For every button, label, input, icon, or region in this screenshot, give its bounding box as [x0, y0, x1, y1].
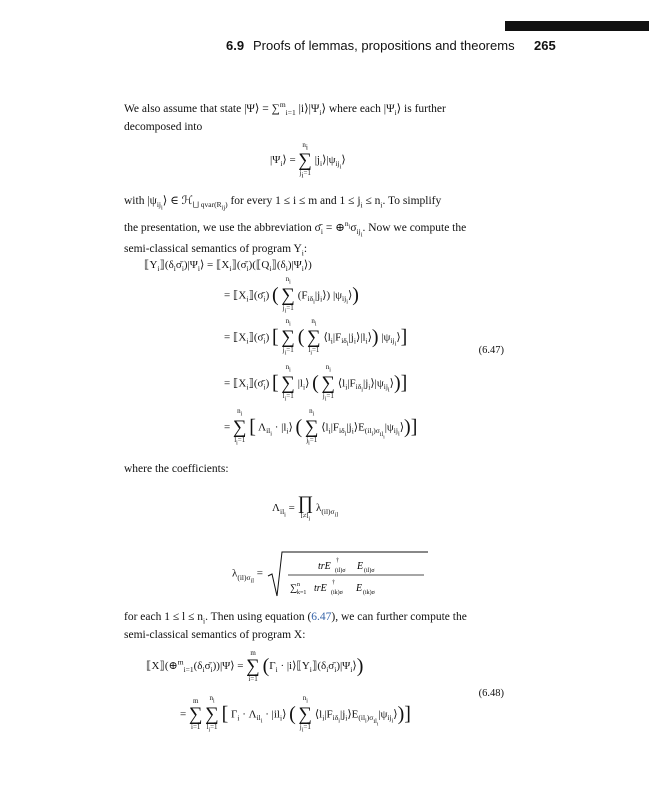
- paragraph-further: for each $1 \le l \le n_i$. Then using equation (6.47), we can further compute the semi-classical semantics of program X:: [124, 611, 467, 642]
- svg-text:(ik)σ: (ik)σ: [330, 590, 343, 596]
- svg-text:E: E: [355, 583, 362, 594]
- eq648-line1: $⟦X⟧(\oplus^m_{i=1}(\delta_i\sigmā_i))|\Psi⟩$ = m ∑ i=1 ($\Gamma_i$ · $|i⟩⟦Y_i⟧(\delta_i\sigmā_i)|\Psi_i⟩$): [146, 649, 364, 683]
- svg-text:trE: trE: [313, 583, 327, 594]
- paragraph-intro: We also assume that state |Ψ⟩ = ∑$^m_{i=1}$ $|i⟩|\Psi_i⟩$ where each $|\Psi_i⟩$ is further decomposed into: [124, 100, 446, 134]
- running-head: [0, 36, 649, 56]
- equation-number-647: (6.47): [478, 345, 504, 356]
- svg-text:†: †: [331, 580, 335, 586]
- paragraph-abbreviation: with $|\psi_{ij_i}⟩$ ∈ ℋ$_{⨆ qvar(R_{ij})}$ for every 1 ≤ i ≤ m and $1 \le j_i \le n_i$. To simplify the presentation, we use the abbreviation $\sigmā_i$ = $\oplus^{n_i}\sigma_{ij_i}$. Now we compute the semi-classical semantics of program $Y_i$:: [124, 195, 467, 258]
- eq648-line2: = m ∑ i=1 $n_i$ ∑ $l_i=1$ [ $\Gamma_i \cdot \Lambda_{il_i}$ · $|il_i⟩$ ( $n_i$ ∑ $j_i=1$ $⟨l_i|F_{i\delta_i}|j_i⟩E_{(il_i)\sigma_{il_i}}|\psi_{ij_i}⟩$)]: [180, 694, 411, 734]
- where-coefficients: where the coefficients:: [124, 463, 229, 475]
- page-number: 265: [534, 38, 556, 53]
- eq647-line1: $⟦Y_i⟧(\delta_i\sigmā_i)|\Psi_i⟩$ = $⟦X_i⟧(\sigmā_i)(⟦Q_i⟧(\delta_i)|\Psi_i⟩)$: [144, 259, 312, 274]
- svg-text:(il)σ: (il)σ: [363, 568, 375, 574]
- equation-lambda-product: $\Lambda_{il_i}$ = ∏ $l\ne l_i$ $\lambda_{(il)\sigma_{il}}$: [272, 493, 339, 523]
- svg-text:trE: trE: [317, 561, 331, 572]
- svg-text:k=1: k=1: [296, 590, 307, 596]
- equation-lambda-fraction: $\lambda_{(il)\sigma_{il}}$ = trE † (il)σ E (il)σ ∑ n k=1 trE † (ik)σ E (ik)σ: [232, 548, 430, 600]
- equation-reference-link[interactable]: 6.47: [311, 611, 332, 623]
- svg-text:(il)σ: (il)σ: [334, 568, 346, 574]
- equation-decomposition: $|\Psi_i⟩$ = $n_i$ ∑ $j_i=1$ $|j_i⟩|\psi_{ij_i}⟩$: [270, 141, 346, 180]
- svg-text:E: E: [356, 561, 363, 572]
- equation-number-648: (6.48): [478, 688, 504, 699]
- eq647-line4: = $⟦X_i⟧(\sigmā_i)$ [ $n_i$ ∑ $l_i=1$ $|l_i⟩$ ( $n_i$ ∑ $j_i=1$ $⟨l_i|F_{i\delta_i}|j_i⟩|\psi_{ij_i}⟩$)]: [224, 363, 408, 403]
- svg-text:†: †: [335, 558, 339, 564]
- header-bar: [505, 21, 649, 31]
- svg-text:n: n: [296, 582, 300, 588]
- svg-text:∑: ∑: [289, 583, 297, 594]
- section-number: 6.9: [226, 38, 245, 53]
- eq647-line2: = $⟦X_i⟧(\sigmā_i)$ ( $n_i$ ∑ $j_i=1$ $(F_{i\delta_i}|j_i⟩)$ $|\psi_{ij_i}⟩$): [224, 275, 359, 315]
- section-title: Proofs of lemmas, propositions and theorems: [253, 38, 515, 53]
- sqrt-fraction: [266, 548, 430, 600]
- eq647-line3: = $⟦X_i⟧(\sigmā_i)$ [ $n_i$ ∑ $j_i=1$ ( $n_i$ ∑ $l_i=1$ $⟨l_i|F_{i\delta_i}|j_i⟩|l_i⟩$) $|\psi_{ij_i}⟩$]: [224, 317, 408, 357]
- eq647-line5: = $n_i$ ∑ $l_i=1$ [ $\Lambda_{il_i}$ · $|l_i⟩$ ( $n_i$ ∑ $j_i=1$ $⟨l_i|F_{i\delta_i}|j_i⟩E_{(il_i)\sigma_{il_i}}|\psi_{ij_i}⟩$)]: [224, 407, 418, 447]
- svg-text:(ik)σ: (ik)σ: [362, 590, 375, 596]
